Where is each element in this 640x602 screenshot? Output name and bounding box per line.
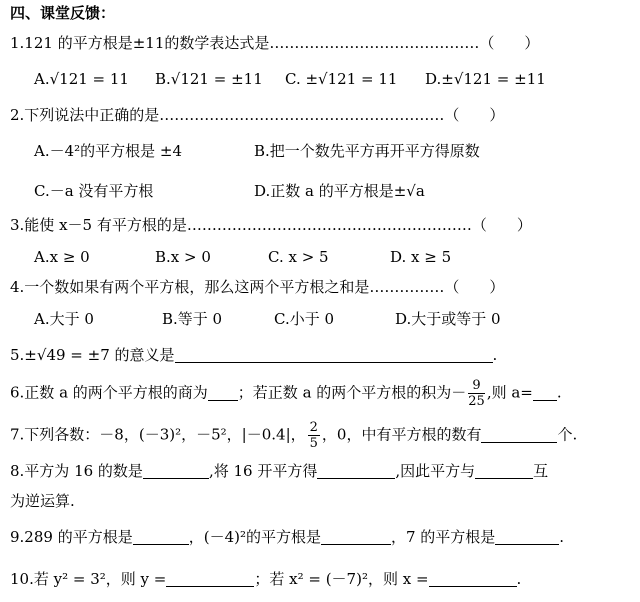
q10-end: . [516, 570, 522, 588]
question-4-stem: 4.一个数如果有两个平方根，那么这两个平方根之和是……………（ ） [10, 278, 505, 296]
q4-option-c: C.小于 0 [274, 310, 335, 328]
question-3-stem: 3.能使 x－5 有平方根的是…………………………………………………（ ） [10, 216, 532, 234]
q1-option-b: B.√121 = ±11 [155, 70, 263, 88]
q2-option-d: D.正数 a 的平方根是±√a [254, 182, 425, 200]
q9-part3: ，7 的平方根是 [390, 528, 496, 546]
q7-blank-count[interactable] [481, 426, 557, 443]
q6-part1: 6.正数 a 的两个平方根的商为 [10, 383, 208, 402]
question-5 [10, 344, 497, 366]
question-9 [10, 526, 564, 548]
section-title: 四、课堂反馈： [10, 4, 116, 22]
q6-end: . [556, 383, 562, 402]
q9-end: . [559, 528, 565, 546]
q5-end: . [492, 346, 498, 364]
q7-part2: ，0，中有平方根的数有 [321, 425, 482, 444]
q6-part2: ；若正数 a 的两个平方根的积为－ [237, 383, 467, 402]
q4-option-b: B.等于 0 [162, 310, 223, 328]
q7-part1: 7.下列各数：－8，(－3)²，－5²，|－0.4|， [10, 425, 306, 444]
q8-blank-3[interactable] [475, 462, 533, 479]
q6-fraction [468, 378, 485, 409]
q2-option-b: B.把一个数先平方再开平方得原数 [254, 142, 480, 160]
q5-text: 5.±√49 = ±7 的意义是 [10, 346, 175, 364]
q1-option-a: A.√121 = 11 [34, 70, 129, 88]
q7-frac-den: 5 [309, 436, 318, 451]
q4-option-a: A.大于 0 [34, 310, 94, 328]
q8-part1: 8.平方为 16 的数是 [10, 462, 143, 480]
q7-end: 个. [557, 425, 578, 444]
q9-blank-2[interactable] [321, 528, 391, 545]
question-8-line2: 为逆运算. [10, 492, 75, 510]
q7-fraction [308, 420, 320, 451]
q6-frac-den: 25 [468, 394, 485, 409]
q8-part3: ,因此平方与 [395, 462, 476, 480]
q7-frac-num: 2 [309, 420, 318, 435]
q6-frac-num: 9 [468, 378, 485, 394]
q9-blank-3[interactable] [495, 528, 559, 545]
q1-option-c: C. ±√121 = 11 [285, 70, 398, 88]
q3-option-d: D. x ≥ 5 [390, 248, 452, 266]
q9-part2: ，(－4)²的平方根是 [188, 528, 321, 546]
question-10 [10, 568, 521, 590]
q6-blank-quotient[interactable] [208, 384, 238, 401]
q2-option-a: A.－4²的平方根是 ±4 [34, 142, 183, 160]
q9-blank-1[interactable] [133, 528, 189, 545]
question-1-stem: 1.121 的平方根是±11的数学表达式是……………………………………（ ） [10, 34, 540, 52]
q10-blank-y[interactable] [166, 570, 254, 587]
q4-option-d: D.大于或等于 0 [395, 310, 501, 328]
q10-part1: 10.若 y² = 3²，则 y = [10, 570, 167, 588]
q8-blank-2[interactable] [317, 462, 395, 479]
q2-option-c: C.－a 没有平方根 [34, 182, 154, 200]
question-8 [10, 460, 548, 482]
q6-part3: ,则 a= [486, 383, 533, 402]
q8-part2: ,将 16 开平方得 [208, 462, 318, 480]
q9-part1: 9.289 的平方根是 [10, 528, 133, 546]
question-2-stem: 2.下列说法中正确的是…………………………………………………（ ） [10, 106, 505, 124]
q10-part2: ；若 x² = (－7)²，则 x = [254, 570, 429, 588]
q3-option-c: C. x > 5 [268, 248, 329, 266]
q1-option-d: D.±√121 = ±11 [425, 70, 546, 88]
q5-answer-blank[interactable] [175, 346, 493, 363]
q3-option-a: A.x ≥ 0 [34, 248, 90, 266]
q3-option-b: B.x > 0 [155, 248, 211, 266]
q10-blank-x[interactable] [429, 570, 517, 587]
q8-blank-1[interactable] [143, 462, 209, 479]
question-6 [10, 378, 562, 409]
question-7 [10, 420, 577, 451]
q6-blank-a[interactable] [533, 384, 557, 401]
q8-part4: 互 [533, 462, 549, 480]
